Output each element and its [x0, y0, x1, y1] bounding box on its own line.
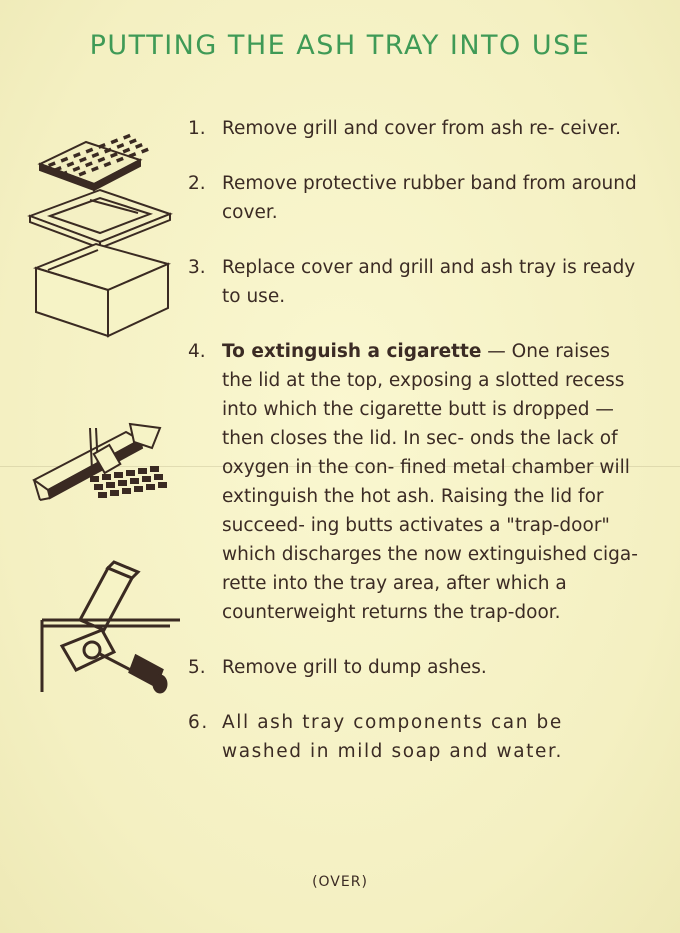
lid-slotted-recess-illustration	[30, 418, 170, 508]
trap-door-mechanism-illustration	[40, 560, 180, 700]
step-text: Remove protective rubber band from around cover.	[222, 173, 637, 223]
instruction-list	[188, 114, 638, 792]
step-text	[222, 337, 638, 627]
list-item	[188, 337, 638, 627]
list-item	[188, 253, 638, 311]
step-text: Replace cover and grill and ash tray is ready to use.	[222, 257, 636, 307]
exploded-ash-tray-illustration	[28, 140, 178, 340]
step-number: 5.	[188, 657, 206, 678]
step-lead: To extinguish a cigarette	[222, 341, 482, 362]
list-item	[188, 169, 638, 227]
step-text: Remove grill to dump ashes.	[222, 657, 487, 678]
step-number: 6.	[188, 712, 209, 733]
list-item	[188, 114, 638, 143]
list-item	[188, 653, 638, 682]
list-item	[188, 708, 638, 766]
step-text: Remove grill and cover from ash re- ceiver.	[222, 118, 622, 139]
step-number: 4.	[188, 341, 206, 362]
over-footer: (OVER)	[312, 874, 368, 890]
step-number: 3.	[188, 257, 206, 278]
step-number: 2.	[188, 173, 206, 194]
step-text: All ash tray components can be washed in mild soap and water.	[222, 712, 564, 762]
step-number: 1.	[188, 118, 206, 139]
step-text-rest: — One raises the lid at the top, exposing a slotted recess into which the cigarette butt is dropped — then closes the lid. In sec- onds the lack of oxygen in the con- fined metal chamber will extinguish the hot ash. Raising the lid for succeed- ing butts activates a "trap-door" which discharges the now extinguished ciga- rette into the tray area, after which a counterweight returns the trap-door.	[222, 341, 638, 623]
page-title: PUTTING THE ASH TRAY INTO USE	[89, 30, 591, 61]
